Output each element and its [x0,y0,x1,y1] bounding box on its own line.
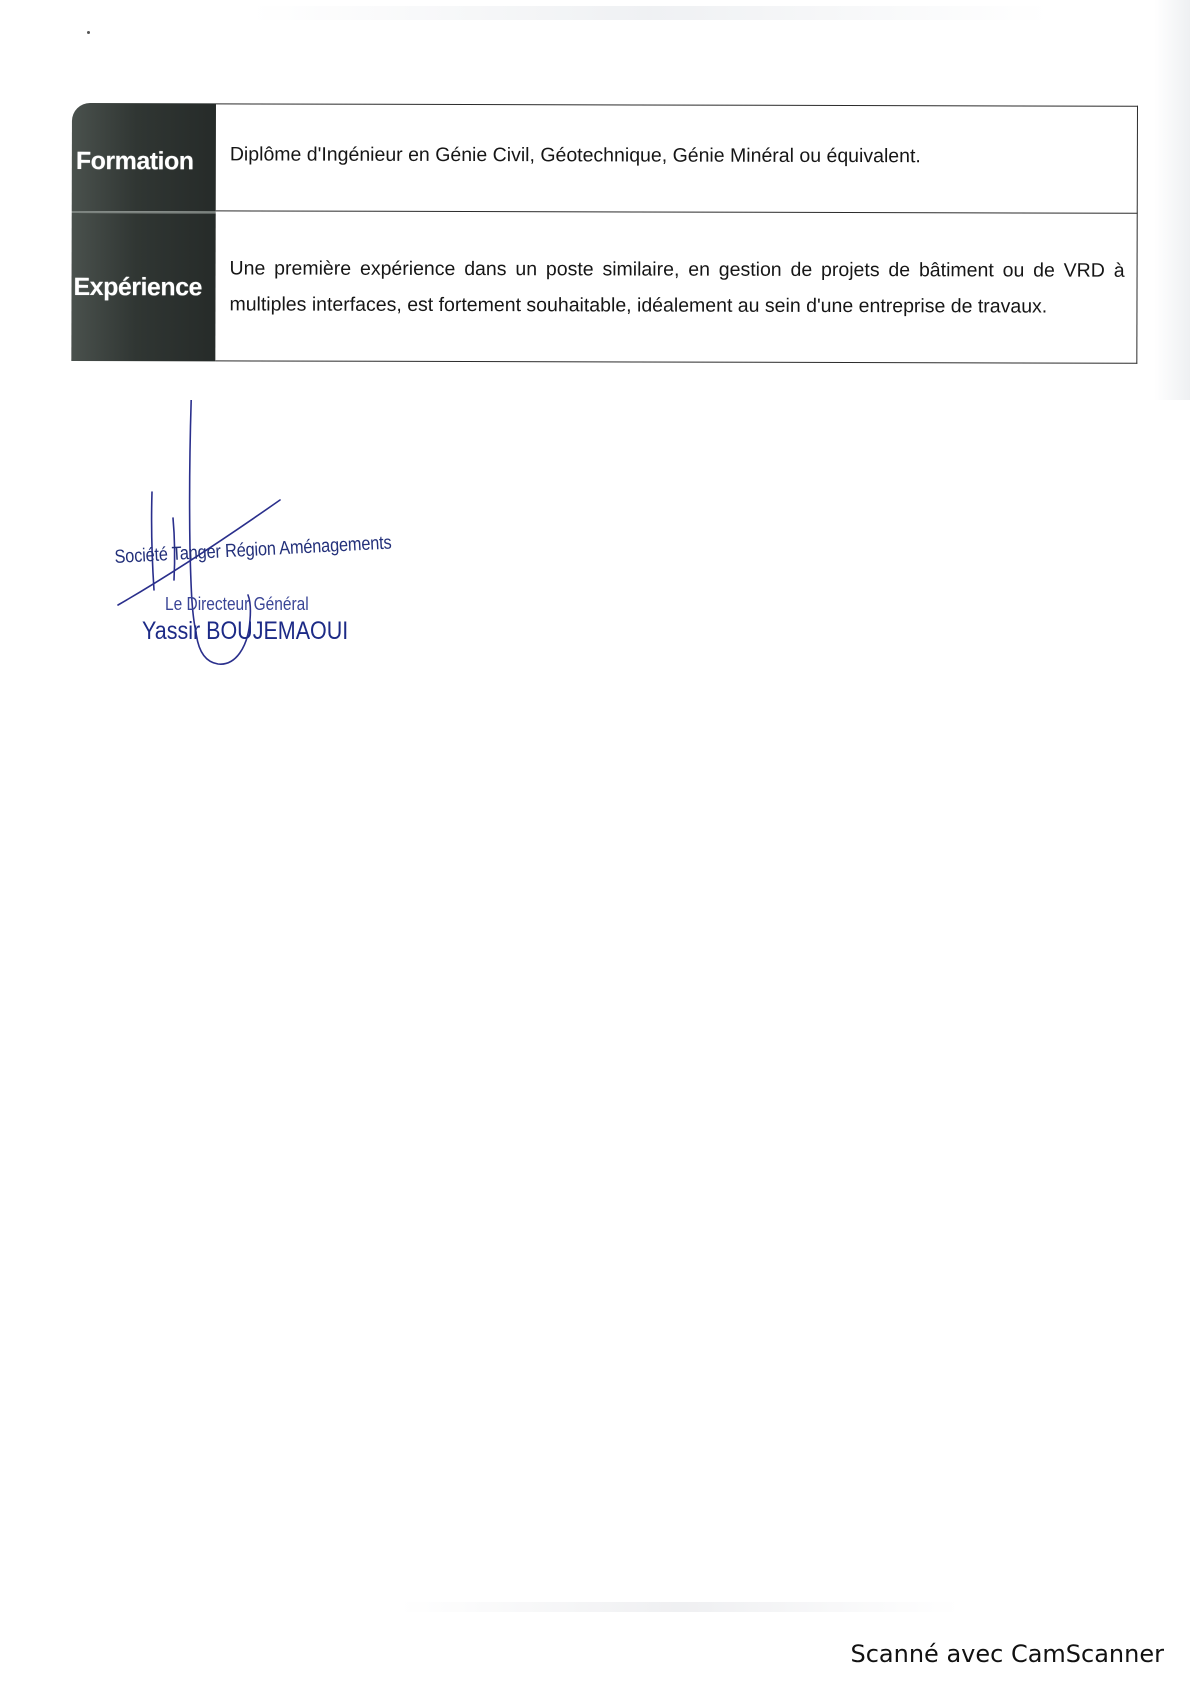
scan-bleed-through [400,1602,960,1612]
requirement-text [215,211,1137,363]
requirement-text-content: Une première expérience dans un poste similaire, en gestion de projets de bâtiment ou de VRD à multiples interfaces, est fortement souhaitable, idéalement au sein d'une entreprise de travaux. [229,256,1125,318]
stamp-signatory-name: Yassir BOUJEMAOUI [142,617,349,645]
requirement-text-content: Diplôme d'Ingénieur en Génie Civil, Géotechnique, Génie Minéral ou équivalent. [229,143,921,168]
scan-speck [87,31,90,34]
requirement-row-formation [72,103,1138,214]
requirement-row-experience [71,211,1137,364]
scan-bleed-through [250,6,1050,20]
signature-stroke [152,492,154,590]
stamp-organization: Société Tanger Région Aménagements [114,532,392,568]
requirements-table [71,103,1138,364]
signature-stamp-block [100,400,400,720]
scan-shadow [1154,0,1190,400]
stamp-title: Le Directeur Général [165,594,309,614]
scanner-watermark: Scanné avec CamScanner [850,1640,1164,1668]
requirement-label: Formation [72,103,216,211]
requirement-text [216,103,1138,213]
requirement-label: Expérience [71,211,215,361]
